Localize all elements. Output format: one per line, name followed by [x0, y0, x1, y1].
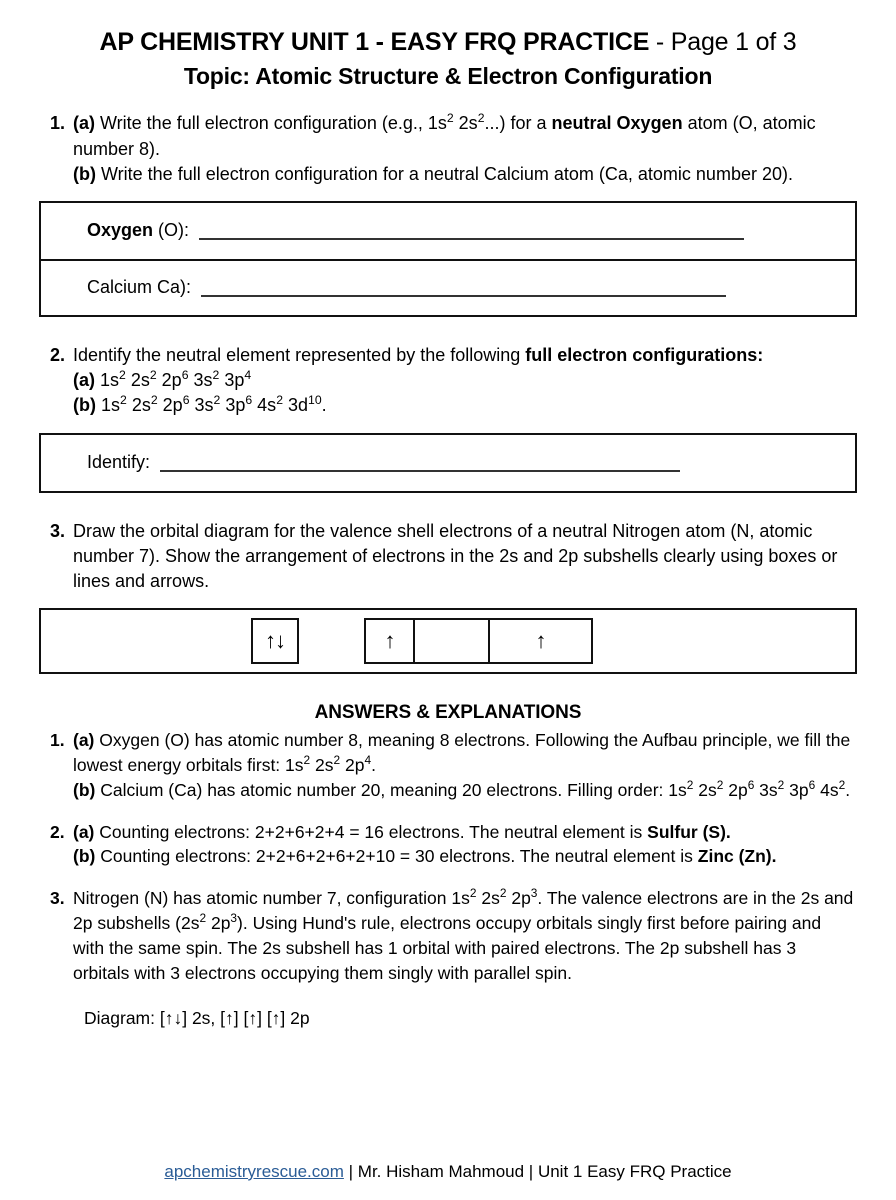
config-superscript: 2 [686, 777, 694, 792]
config-base: 3s [188, 370, 213, 391]
page-title-main: AP CHEMISTRY UNIT 1 - EASY FRQ PRACTICE [99, 28, 650, 56]
questions-list [39, 111, 857, 674]
config-base: 3d [283, 395, 309, 416]
answer-box-3-orbital-diagram [39, 608, 857, 674]
question-1-body [73, 111, 857, 187]
config-base: 3s [754, 779, 778, 800]
answer-3-text-1: Nitrogen (N) has atomic number 7, configuration [73, 888, 452, 909]
answer-3 [39, 886, 857, 985]
question-2-body [73, 343, 857, 419]
question-1b-body: Write the full electron configuration for a neutral Calcium atom (Ca, atomic number 20). [101, 163, 793, 184]
config-base: 1s [101, 395, 121, 416]
question-2a-label: (a) [73, 370, 95, 391]
orbital-group-2p [364, 618, 593, 664]
config-base: 2s [476, 888, 500, 909]
oxygen-answer-blank[interactable] [199, 222, 744, 240]
oxygen-label-bold: Oxygen [87, 220, 154, 241]
question-1a-bold: neutral Oxygen [551, 113, 683, 134]
config-superscript: 2 [777, 777, 785, 792]
question-1a-text-2: 2s [453, 113, 478, 134]
question-1a-sup-2: 2 [477, 111, 485, 126]
config-superscript: 2 [199, 911, 207, 926]
question-1 [39, 111, 857, 187]
answer-1a-config [285, 755, 371, 775]
answer-3-text-3: ). Using Hund's rule, electrons occupy orbitals singly first before pairing and with the same spin. The 2s subshell has 1 orbital with paired electrons. The 2p subshell has 3 orbitals with 3 electrons occupying them singly with parallel spin. [73, 913, 822, 983]
question-2b-tail: . [321, 395, 327, 416]
question-3 [39, 519, 857, 595]
answer-row-oxygen-label [87, 220, 189, 241]
config-superscript: 2 [716, 777, 724, 792]
config-base: 1s [285, 754, 304, 775]
answer-3-config-2 [181, 913, 237, 933]
config-base: 2p [506, 888, 531, 909]
question-1-text [73, 111, 857, 161]
config-base: 4s [252, 395, 277, 416]
answer-2b-bold: Zinc (Zn). [697, 846, 777, 867]
orbital-box-2p-1[interactable]: ↑ [364, 618, 413, 664]
question-3-body [73, 519, 857, 595]
config-superscript: 2 [120, 393, 127, 408]
answer-box-2 [39, 433, 857, 493]
answer-1b-tail: . [845, 779, 851, 800]
config-superscript: 2 [469, 886, 477, 901]
question-3-stem: Draw the orbital diagram for the valence shell electrons of a neutral Nitrogen atom (N, atomic number 7). Show the arrangement of electrons in the 2s and 2p subshells clearly using boxes or lines and arrows. [73, 520, 838, 591]
config-base: 3p [784, 779, 809, 800]
config-superscript: 6 [182, 393, 190, 408]
question-1a-text-1: Write the full electron configuration (e.g., 1s [100, 113, 447, 134]
question-2-stem-text: Identify the neutral element represented by the following [73, 344, 526, 365]
answer-1b-text: Calcium (Ca) has atomic number 20, meaning 20 electrons. Filling order: [100, 779, 669, 800]
question-2b-label: (b) [73, 395, 96, 416]
answers-heading: ANSWERS & EXPLANATIONS [314, 702, 582, 724]
answer-2a [73, 820, 857, 845]
config-superscript: 6 [747, 777, 755, 792]
answer-1a-text: Oxygen (O) has atomic number 8, meaning 8 electrons. Following the Aufbau principle, we fill the lowest energy orbitals first: [73, 730, 851, 775]
config-base: 1s [451, 888, 470, 909]
config-superscript: 2 [119, 368, 126, 383]
config-base: 2p [723, 779, 748, 800]
answer-3-config-1 [451, 888, 537, 908]
config-superscript: 4 [244, 368, 252, 383]
answer-3-number: 3. [50, 888, 65, 909]
config-base: 1s [100, 370, 120, 391]
question-1a-label: (a) [73, 113, 95, 134]
question-1b-text [73, 162, 857, 187]
config-base: 2s [126, 395, 151, 416]
answer-row-identify[interactable] [41, 435, 855, 491]
question-1a-sup-1: 2 [446, 111, 454, 126]
answer-1a [73, 728, 857, 778]
question-1a-text-4: atom (O, atomic number 8). [73, 113, 816, 159]
answer-2a-text: Counting electrons: 2+2+6+2+4 = 16 electrons. The neutral element is [99, 821, 648, 842]
config-base: 2p [206, 913, 231, 934]
config-base: 2s [310, 754, 334, 775]
question-1b-label: (b) [73, 163, 96, 184]
config-base: 4s [815, 779, 839, 800]
config-base: 2p [157, 395, 183, 416]
answer-3-diagram-line: Diagram: [↑↓] 2s, [↑] [↑] [↑] 2p [84, 1007, 310, 1028]
page-subtitle: Topic: Atomic Structure & Electron Configuration [183, 62, 713, 89]
question-2b [73, 393, 857, 418]
footer-author: Mr. Hisham Mahmoud [357, 1162, 525, 1181]
answer-1-body [73, 728, 857, 803]
orbital-box-2p-2[interactable] [413, 618, 488, 664]
answer-1-number: 1. [50, 730, 65, 751]
config-base: 2s [693, 779, 717, 800]
config-superscript: 2 [499, 886, 507, 901]
page-title [39, 26, 857, 59]
answer-1 [39, 728, 857, 803]
config-base: 2p [340, 754, 365, 775]
answers-list [39, 728, 857, 1029]
config-superscript: 3 [230, 911, 238, 926]
answer-2 [39, 820, 857, 870]
footer-doc-title: Unit 1 Easy FRQ Practice [537, 1162, 732, 1181]
answer-row-calcium-label: Calcium Ca): [87, 277, 192, 298]
question-2b-config [101, 395, 322, 415]
question-2-number: 2. [50, 344, 66, 365]
answer-2-number: 2. [50, 821, 65, 842]
question-2a [73, 368, 857, 393]
answer-2a-bold: Sulfur (S). [647, 821, 731, 842]
question-2-stem [73, 343, 857, 368]
answer-2b-text: Counting electrons: 2+2+6+2+6+2+10 = 30 electrons. The neutral element is [100, 846, 698, 867]
question-2a-config [100, 370, 251, 390]
config-superscript: 6 [808, 777, 816, 792]
answer-1b-config [668, 777, 846, 800]
answer-2-body [73, 820, 857, 870]
config-superscript: 6 [181, 368, 189, 383]
config-base: 3s [189, 395, 214, 416]
page-title-pagenum: - Page 1 of 3 [649, 28, 797, 56]
answer-row-oxygen[interactable] [41, 203, 855, 259]
orbital-box-2s[interactable]: ↑↓ [251, 618, 299, 664]
question-1a-text-3: ...) for a [484, 113, 552, 134]
config-superscript: 3 [530, 886, 538, 901]
answer-1b [73, 778, 857, 803]
answer-1a-tail: . [371, 754, 376, 775]
page-header [39, 0, 857, 91]
config-superscript: 10 [308, 393, 322, 408]
question-2-stem-bold: full electron configurations: [525, 344, 764, 365]
config-base: 3p [219, 370, 245, 391]
config-superscript: 2 [212, 368, 220, 383]
answer-1b-label: (b) [73, 779, 96, 800]
config-superscript: 2 [276, 393, 283, 408]
config-superscript: 2 [149, 368, 157, 383]
config-base: 2s [180, 913, 200, 934]
question-3-number: 3. [50, 520, 66, 541]
footer-separator-2: | [524, 1162, 538, 1181]
config-superscript: 2 [213, 393, 221, 408]
config-superscript: 6 [245, 393, 253, 408]
orbital-diagram [251, 618, 593, 664]
config-base: 1s [668, 779, 687, 800]
footer-separator-1: | [343, 1162, 358, 1181]
answer-row-calcium[interactable] [41, 259, 855, 315]
orbital-box-2p-3[interactable]: ↑ [488, 618, 593, 664]
answer-2b-label: (b) [73, 846, 96, 867]
config-superscript: 2 [838, 777, 846, 792]
page-footer [0, 1162, 896, 1182]
config-base: 2s [125, 370, 150, 391]
answer-box-1 [39, 201, 857, 317]
footer-website-link[interactable]: apchemistryrescue.com [164, 1162, 344, 1181]
config-base: 3p [220, 395, 246, 416]
config-superscript: 2 [303, 753, 311, 768]
config-superscript: 2 [333, 753, 341, 768]
config-superscript: 4 [364, 753, 372, 768]
oxygen-label-rest: (O): [153, 220, 190, 241]
config-superscript: 2 [150, 393, 158, 408]
identify-label: Identify: [87, 452, 151, 473]
identify-answer-blank[interactable] [160, 454, 680, 472]
question-1-number: 1. [50, 113, 66, 134]
answer-3-body [73, 886, 857, 985]
answer-2a-label: (a) [73, 821, 95, 842]
answer-2b [73, 844, 857, 869]
question-2 [39, 343, 857, 419]
answer-3-text [73, 886, 857, 985]
config-base: 2p [156, 370, 182, 391]
calcium-answer-blank[interactable] [201, 279, 726, 297]
answer-1a-label: (a) [73, 730, 95, 751]
answer-3-text-2: . The valence electrons are in the 2s and 2p subshells ( [73, 888, 854, 934]
